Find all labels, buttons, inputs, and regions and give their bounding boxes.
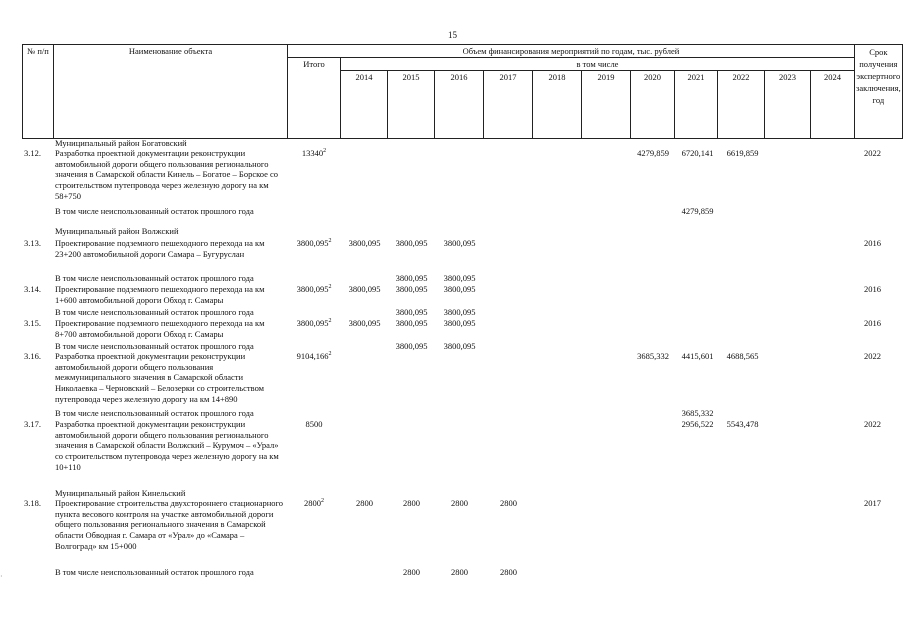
row-year-value: 2800 [500,567,517,577]
row-year-value: 2800 [451,567,468,577]
footnote-mark: 2 [328,238,332,245]
row-total: 13340$^2$ [301,148,327,158]
row-number: 3.13. [24,238,41,248]
row-number: 3.17. [24,419,41,429]
row-year-value: 3800,095 [395,238,428,248]
row-name: Проектирование строительства двухстороннего стационарного пункта весового контроля на участке автомобильной дороги общего пользования регионального значения в Самарской области Обводная г. Самара от «Урал» до «Самара – Волгоград» км 15+000 [55,498,284,551]
header-year: 2021 [675,71,718,139]
row-name: Проектирование подземного пешеходного перехода на км 23+200 автомобильной дороги Самара – Бугуруслан [55,238,265,259]
header-year: 2023 [765,71,811,139]
header-term: Срок получения экспертного заключения, год [855,45,903,139]
row-year-value: 3800,095 [348,318,381,328]
footnote-mark: 2 [321,498,324,505]
row-year-value: 4688,565 [726,351,759,361]
row-name: В том числе неиспользованный остаток прошлого года [55,408,254,418]
row-number: 3.12. [24,148,41,158]
row-number: 3.15. [24,318,41,328]
footnote-mark: 2 [323,148,327,155]
row-total: 3800,095$^2$ [296,238,332,248]
row-year-value: 3800,095 [395,318,428,328]
row-term: 2022 [864,419,881,429]
row-year-value: 3685,332 [681,408,714,418]
row-year-value: 3800,095 [348,238,381,248]
row-name: Проектирование подземного пешеходного перехода на км 1+600 автомобильной дороги Обход г. Самары [55,284,265,305]
row-name: Разработка проектной документации реконструкции автомобильной дороги общего пользования межмуниципального значения в Самарской области Николаевка – Черновский – Белозерки со строительством путепровода через железную дорогу на км 14+890 [55,351,265,404]
row-year-value: 2800 [403,498,420,508]
header-year: 2015 [388,71,435,139]
row-name: В том числе неиспользованный остаток прошлого года [55,307,254,317]
header-funding: Объем финансирования мероприятий по годам, тыс. рублей [288,45,855,58]
row-name: Разработка проектной документации реконструкции автомобильной дороги общего пользования регионального значения в Самарской области Волжский – Курумоч – «Урал» со строительством путепровода через железную дорогу на км 10+110 [55,419,279,472]
row-year-value: 4279,859 [681,206,714,216]
row-year-value: 3685,332 [637,351,669,361]
header-year: 2022 [718,71,765,139]
row-name: В том числе неиспользованный остаток прошлого года [55,567,254,577]
row-name: В том числе неиспользованный остаток прошлого года [55,206,254,216]
row-year-value: 3800,095 [395,273,428,283]
page-number: 15 [448,30,457,40]
row-year-value: 2800 [403,567,420,577]
row-year-value: 2800 [451,498,468,508]
header-year: 2019 [582,71,631,139]
row-total: 3800,095$^2$ [296,284,332,294]
header-year: 2024 [811,71,855,139]
header-year: 2018 [533,71,582,139]
row-term: 2022 [864,351,881,361]
row-name: В том числе неиспользованный остаток прошлого года [55,341,254,351]
row-name: Разработка проектной документации реконструкции автомобильной дороги общего пользования регионального значения в Самарской области Кинель – Богатое – Борское со строительством путепровода через железную дорогу на км 58+750 [55,148,279,201]
section-title: Муниципальный район Богатовский [55,138,187,148]
row-year-value: 5543,478 [726,419,759,429]
row-year-value: 3800,095 [443,341,476,351]
row-number: 3.18. [24,498,41,508]
row-number: 3.16. [24,351,41,361]
row-year-value: 2800 [356,498,373,508]
footnote-mark: 2 [328,351,332,358]
header-num: № п/п [23,45,54,139]
row-total: 9104,166$^2$ [296,351,332,361]
footnote-mark: 2 [328,284,332,291]
row-year-value: 4279,859 [637,148,669,158]
row-year-value: 3800,095 [443,238,476,248]
header-year: 2017 [484,71,533,139]
section-title: Муниципальный район Кинельский [55,488,186,498]
header-including: в том числе [341,58,855,71]
row-total: 8500 [305,419,323,429]
section-title: Муниципальный район Волжский [55,226,179,236]
row-term: 2022 [864,148,881,158]
header-year: 2016 [435,71,484,139]
header-name: Наименование объекта [54,45,288,139]
row-year-value: 3800,095 [443,318,476,328]
row-year-value: 2800 [500,498,517,508]
row-year-value: 3800,095 [395,307,428,317]
row-year-value: 3800,095 [348,284,381,294]
row-number: 3.14. [24,284,41,294]
row-year-value: 3800,095 [395,284,428,294]
row-term: 2016 [864,284,881,294]
header-year: 2014 [341,71,388,139]
row-total: 2800$^2$ [304,498,324,508]
header-total: Итого [288,58,341,139]
row-term: 2016 [864,318,881,328]
row-year-value: 3800,095 [395,341,428,351]
row-year-value: 3800,095 [443,307,476,317]
footnote-mark: 2 [328,318,332,325]
row-term: 2016 [864,238,881,248]
row-term: 2017 [864,498,881,508]
row-year-value: 3800,095 [443,284,476,294]
table-header [22,44,903,139]
row-year-value: 2956,522 [681,419,714,429]
row-year-value: 6720,141 [681,148,714,158]
row-year-value: 6619,859 [726,148,759,158]
row-year-value: 3800,095 [443,273,476,283]
row-name: В том числе неиспользованный остаток прошлого года [55,273,254,283]
header-year: 2020 [631,71,675,139]
row-year-value: 4415,601 [681,351,714,361]
row-name: Проектирование подземного пешеходного перехода на км 8+700 автомобильной дороги Обход г. Самары [55,318,265,339]
scan-artifact: · [0,572,3,581]
row-total: 3800,095$^2$ [296,318,332,328]
